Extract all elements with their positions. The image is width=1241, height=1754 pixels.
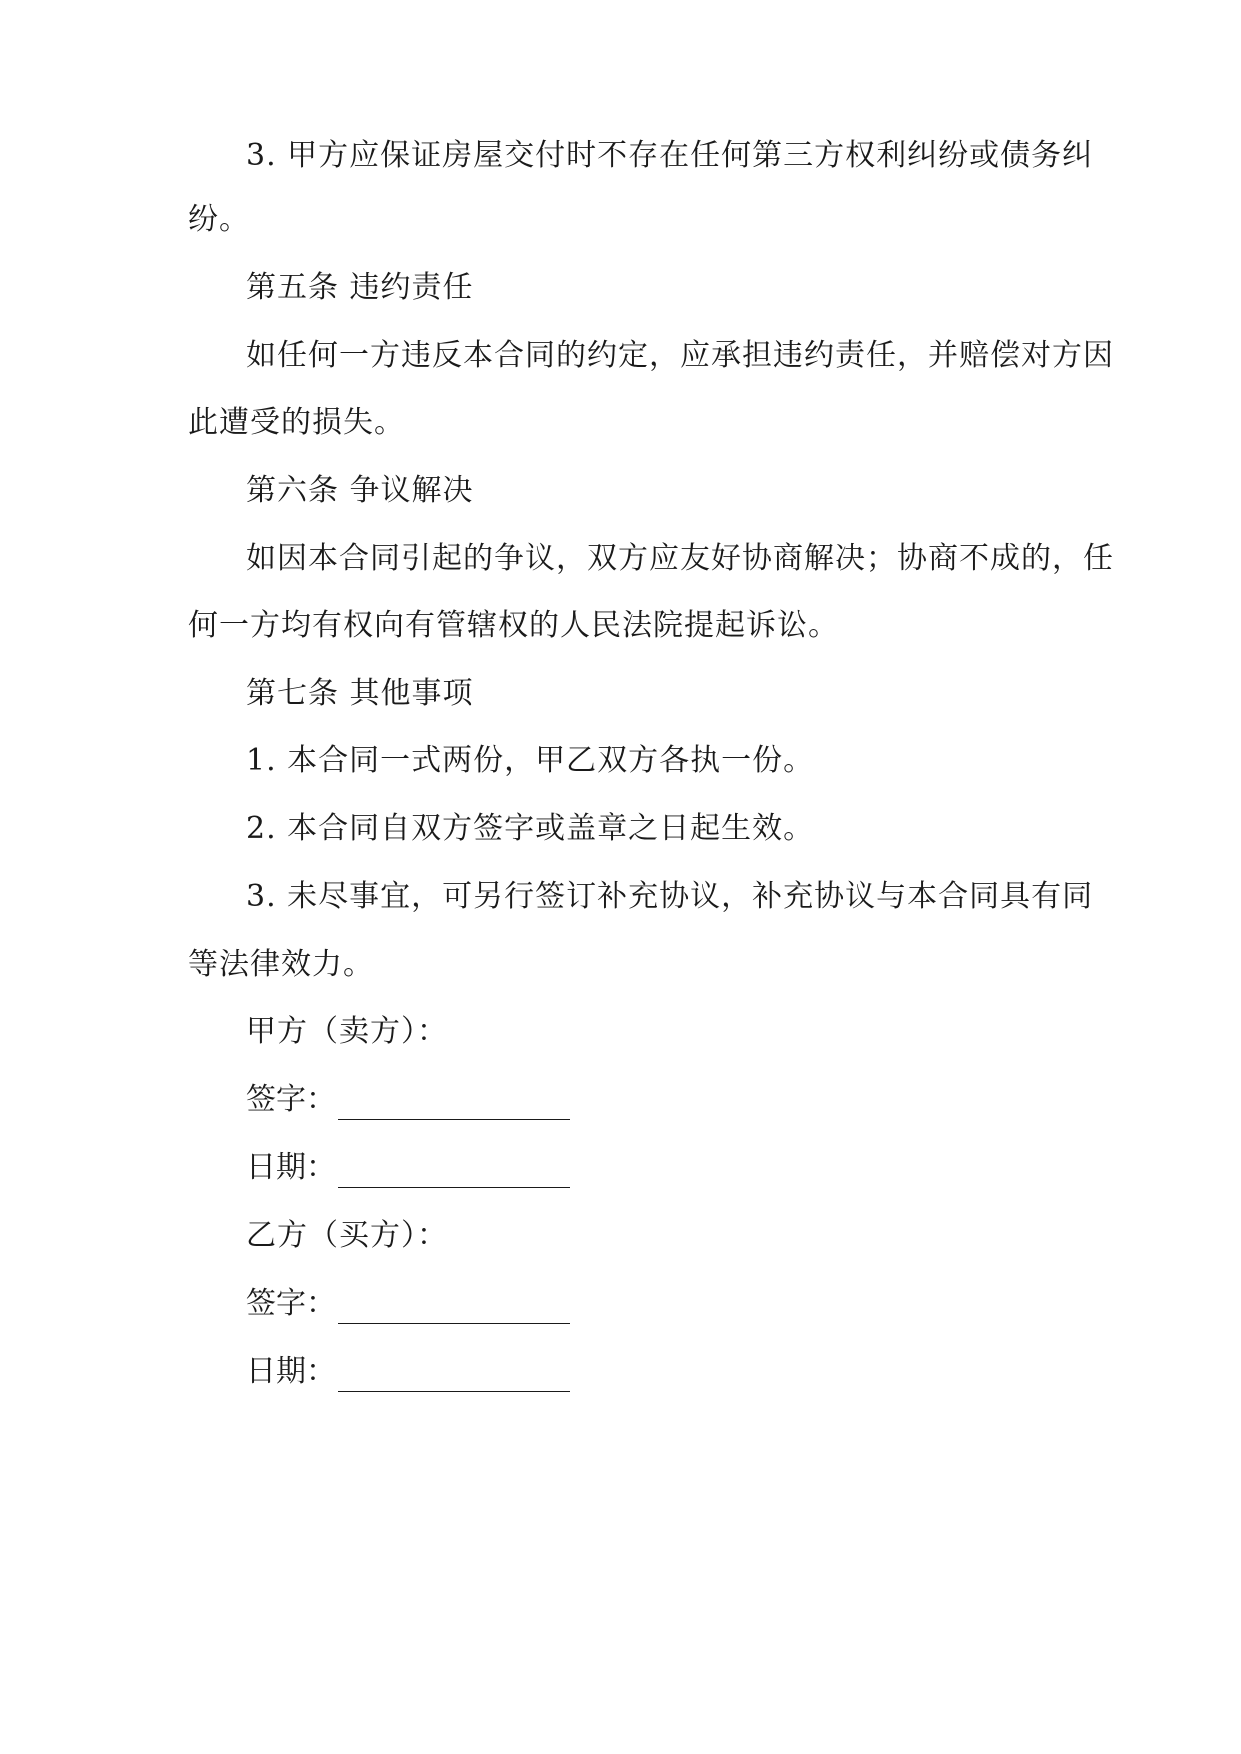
- party-b-signature-blank[interactable]: [338, 1295, 570, 1324]
- party-b-date-row: [246, 1352, 570, 1392]
- clause4-item3-line2: 纷。: [188, 202, 250, 237]
- article7-item3-line2: 等法律效力。: [188, 947, 374, 982]
- article7-heading: 第七条 其他事项: [246, 676, 474, 711]
- article7-item1: 1. 本合同一式两份，甲乙双方各执一份。: [246, 743, 815, 778]
- party-a-signature-blank[interactable]: [338, 1091, 570, 1120]
- article7-item3-line1: 3. 未尽事宜，可另行签订补充协议，补充协议与本合同具有同: [246, 879, 1094, 914]
- article6-heading: 第六条 争议解决: [246, 473, 474, 508]
- article5-heading: 第五条 违约责任: [246, 270, 474, 305]
- party-b-title: 乙方（买方）：: [246, 1218, 448, 1253]
- party-b-signature-row: [246, 1284, 570, 1324]
- clause4-item3-line1: 3. 甲方应保证房屋交付时不存在任何第三方权利纠纷或债务纠: [246, 138, 1094, 173]
- party-b-date-blank[interactable]: [338, 1363, 570, 1392]
- article7-item2: 2. 本合同自双方签字或盖章之日起生效。: [246, 811, 815, 846]
- article5-line1: 如任何一方违反本合同的约定，应承担违约责任，并赔偿对方因: [246, 338, 1114, 373]
- party-a-signature-row: [246, 1080, 570, 1120]
- party-a-date-label: 日期：: [246, 1150, 336, 1185]
- party-a-date-blank[interactable]: [338, 1159, 570, 1188]
- party-a-signature-label: 签字：: [246, 1082, 336, 1117]
- party-b-date-label: 日期：: [246, 1354, 336, 1389]
- party-a-date-row: [246, 1148, 570, 1188]
- article6-line1: 如因本合同引起的争议，双方应友好协商解决；协商不成的，任: [246, 541, 1114, 576]
- party-b-signature-label: 签字：: [246, 1286, 336, 1321]
- party-a-title: 甲方（卖方）：: [246, 1014, 448, 1049]
- article5-line2: 此遭受的损失。: [188, 405, 405, 440]
- article6-line2: 何一方均有权向有管辖权的人民法院提起诉讼。: [188, 608, 839, 643]
